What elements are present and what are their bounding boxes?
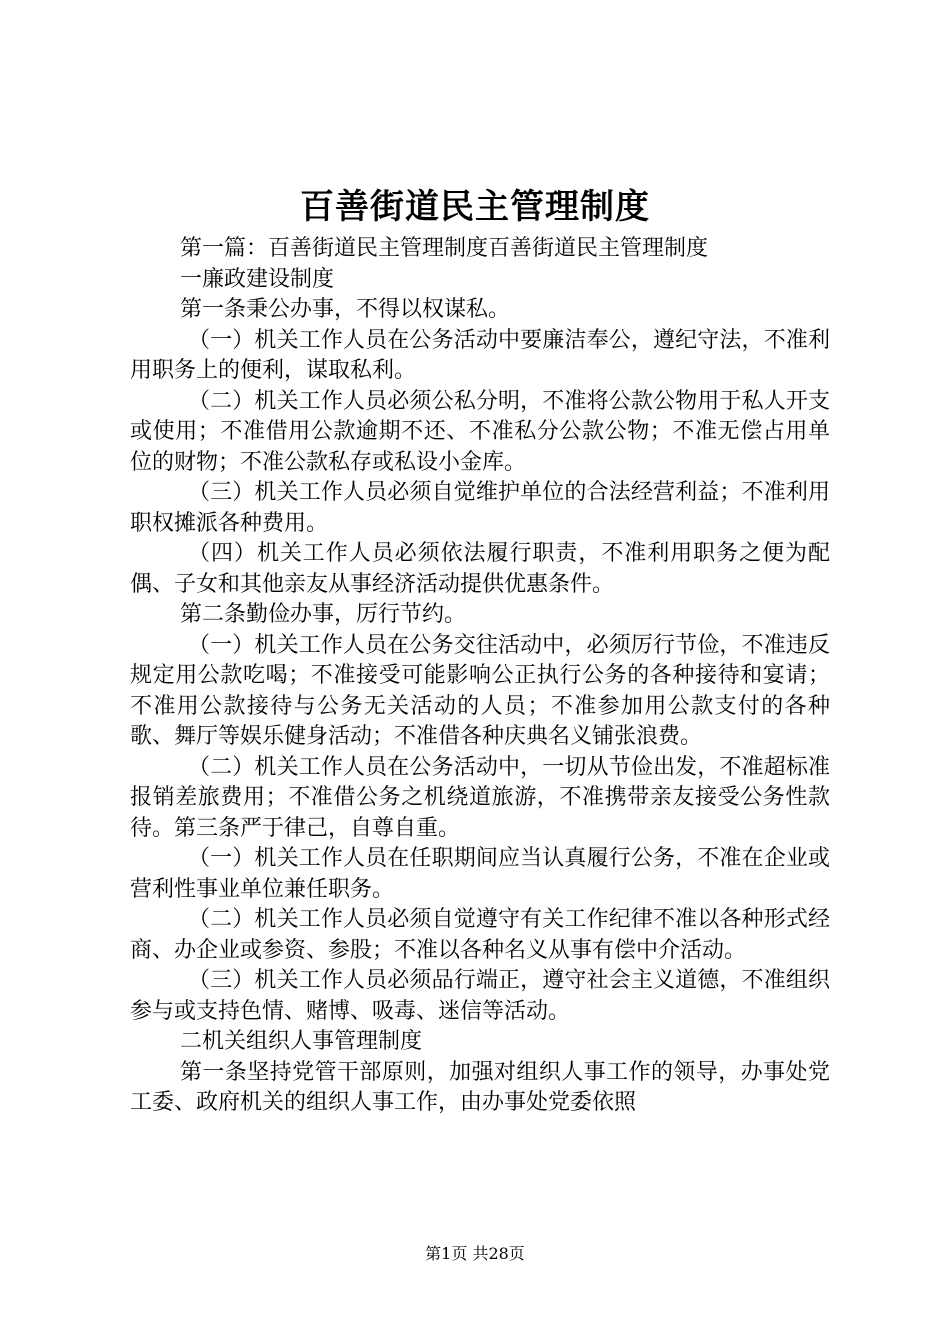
paragraph: （一）机关工作人员在公务交往活动中，必须厉行节俭，不准违反规定用公款吃喝；不准接受可能影响公正执行公务的各种接待和宴请；不准用公款接待与公务无关活动的人员；不准参加用公款支付的各种歌、舞厅等娱乐健身活动；不准借各种庆典名义铺张浪费。: [130, 632, 830, 749]
paragraph: 第一条坚持党管干部原则，加强对组织人事工作的领导，办事处党工委、政府机关的组织人事工作，由办事处党委依照: [130, 1059, 830, 1115]
paragraph: （三）机关工作人员必须自觉维护单位的合法经营利益；不准利用职权摊派各种费用。: [130, 480, 830, 536]
section-heading: 二机关组织人事管理制度: [180, 1029, 423, 1054]
paragraph: 第一篇：百善街道民主管理制度百善街道民主管理制度: [180, 236, 709, 261]
paragraph: （四）机关工作人员必须依法履行职责，不准利用职务之便为配偶、子女和其他亲友从事经济活动提供优惠条件。: [130, 541, 830, 597]
article-heading: 第一条秉公办事，不得以权谋私。: [180, 297, 511, 322]
paragraph: （二）机关工作人员必须自觉遵守有关工作纪律不准以各种形式经商、办企业或参资、参股；不准以各种名义从事有偿中介活动。: [130, 907, 830, 963]
paragraph: （一）机关工作人员在任职期间应当认真履行公务，不准在企业或营利性事业单位兼任职务。: [130, 846, 830, 902]
page-footer: 第1页 共28页: [425, 1244, 525, 1263]
paragraph: （二）机关工作人员必须公私分明，不准将公款公物用于私人开支或使用；不准借用公款逾期不还、不准私分公款公物；不准无偿占用单位的财物；不准公款私存或私设小金库。: [130, 388, 830, 475]
section-heading: 一廉政建设制度: [180, 266, 335, 292]
document-title: 百善街道民主管理制度: [300, 187, 650, 227]
paragraph: （三）机关工作人员必须品行端正，遵守社会主义道德，不准组织参与或支持色情、赌博、吸毒、迷信等活动。: [130, 968, 830, 1024]
article-heading: 第二条勤俭办事，厉行节约。: [180, 602, 467, 627]
paragraph: （二）机关工作人员在公务活动中，一切从节俭出发，不准超标准报销差旅费用；不准借公务之机绕道旅游，不准携带亲友接受公务性款待。第三条严于律己，自尊自重。: [130, 754, 830, 841]
paragraph: （一）机关工作人员在公务活动中要廉洁奉公，遵纪守法，不准利用职务上的便利，谋取私利。: [130, 327, 830, 383]
document-body: [130, 234, 830, 1119]
